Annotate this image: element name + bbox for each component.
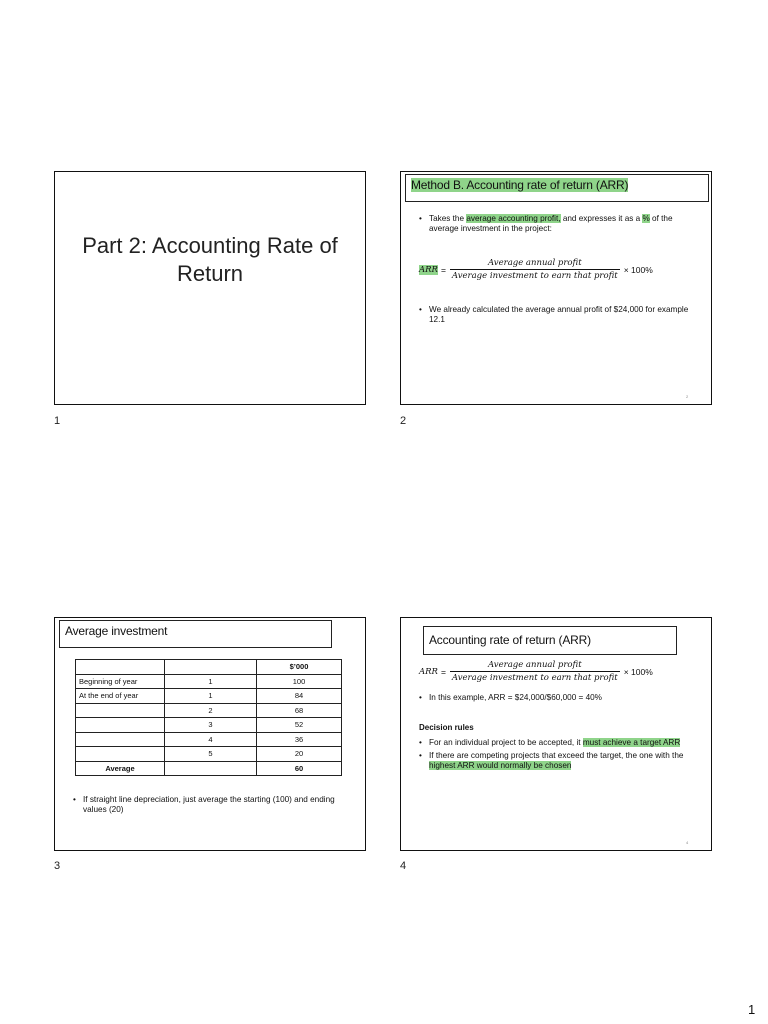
formula-lhs: ARR <box>419 264 438 275</box>
slide-2-formula <box>419 258 653 281</box>
slide-4-title-box <box>423 626 677 655</box>
text: and expresses it as a <box>560 214 643 223</box>
table-header-cell: $’000 <box>257 660 342 675</box>
table-cell: Beginning of year <box>76 674 165 689</box>
table-cell <box>165 660 257 675</box>
formula-eq: = <box>440 666 446 677</box>
formula-fraction <box>450 660 620 683</box>
table-row <box>76 689 342 704</box>
slide-2-bullet-1 <box>417 214 699 234</box>
table-cell <box>76 660 165 675</box>
highlight: highest ARR would normally be chosen <box>429 761 572 770</box>
table-cell: 52 <box>257 718 342 733</box>
slide-4-title: Accounting rate of return (ARR) <box>429 633 591 647</box>
table-cell: At the end of year <box>76 689 165 704</box>
formula-denominator: Average investment to earn that profit <box>451 271 618 281</box>
slide-3-bullet: • If straight line depreciation, just average the starting (100) and ending values (20) <box>71 795 356 815</box>
decision-rule-2 <box>417 751 707 771</box>
table-cell <box>165 761 257 776</box>
slide-4-bullet-1: • In this example, ARR = $24,000/$60,000 = 40% <box>417 693 702 703</box>
highlight: average accounting profit, <box>466 214 561 223</box>
slide-2-title: Method B. Accounting rate of return (ARR) <box>411 178 629 192</box>
text: Takes the <box>429 214 467 223</box>
slide-2 <box>400 171 712 405</box>
table-cell: 68 <box>257 703 342 718</box>
slide-2-bullets-2 <box>417 305 699 328</box>
table-cell: 20 <box>257 747 342 762</box>
table-cell <box>76 703 165 718</box>
table-average-row <box>76 761 342 776</box>
average-label: Average <box>76 761 165 776</box>
slide-number-3: 3 <box>54 860 61 872</box>
table-cell <box>76 747 165 762</box>
slide-1 <box>54 171 366 405</box>
text: For an individual project to be accepted, it <box>429 738 583 747</box>
formula-times: × 100% <box>623 666 653 677</box>
slide-4-bullets <box>417 693 702 706</box>
formula-denominator: Average investment to earn that profit <box>451 673 618 683</box>
slide-4-corner-mark: 4 <box>686 840 689 845</box>
formula-numerator: Average annual profit <box>488 258 582 268</box>
slide-2-bullets <box>417 214 699 237</box>
slide-4 <box>400 617 712 851</box>
text: of the average investment in the project: <box>429 214 673 233</box>
slide-2-title-box <box>405 174 709 202</box>
formula-numerator: Average annual profit <box>488 660 582 670</box>
slide-number-4: 4 <box>400 860 407 872</box>
average-value: 60 <box>257 761 342 776</box>
slide-number-1: 1 <box>54 415 61 427</box>
table-cell: 1 <box>165 689 257 704</box>
formula-fraction <box>450 258 620 281</box>
slide-3-bullets <box>71 795 356 818</box>
table-header-row <box>76 660 342 675</box>
table-cell: 84 <box>257 689 342 704</box>
table-cell: 5 <box>165 747 257 762</box>
table-cell: 100 <box>257 674 342 689</box>
table-cell <box>76 718 165 733</box>
table-cell: 2 <box>165 703 257 718</box>
table-row <box>76 674 342 689</box>
table-cell: 4 <box>165 732 257 747</box>
table-row <box>76 703 342 718</box>
slide-3-title: Average investment <box>65 624 168 638</box>
table-row <box>76 747 342 762</box>
decision-rules-heading: Decision rules <box>419 723 474 732</box>
formula-eq: = <box>440 264 446 275</box>
slide-3 <box>54 617 366 851</box>
table-row <box>76 718 342 733</box>
decision-rule-1 <box>417 738 707 748</box>
slide-2-bullet-2: • We already calculated the average annual profit of $24,000 for example 12.1 <box>417 305 699 325</box>
decision-rules-list <box>417 738 707 774</box>
investment-table <box>75 659 342 776</box>
table-cell <box>76 732 165 747</box>
formula-lhs: ARR <box>419 666 438 677</box>
table-cell: 1 <box>165 674 257 689</box>
slide-1-title: Part 2: Accounting Rate of Return <box>82 233 338 286</box>
table-cell: 36 <box>257 732 342 747</box>
slide-4-formula <box>419 660 653 683</box>
highlight: must achieve a target ARR <box>582 738 681 747</box>
slide-2-corner-mark: 2 <box>686 394 689 399</box>
page-number: 1 <box>748 1002 756 1017</box>
table-row <box>76 732 342 747</box>
text: If there are competing projects that exceed the target, the one with the <box>429 751 684 760</box>
table-cell: 3 <box>165 718 257 733</box>
formula-times: × 100% <box>623 264 653 275</box>
highlight: % <box>642 214 650 223</box>
slide-number-2: 2 <box>400 415 407 427</box>
slide-3-title-box <box>59 620 332 648</box>
